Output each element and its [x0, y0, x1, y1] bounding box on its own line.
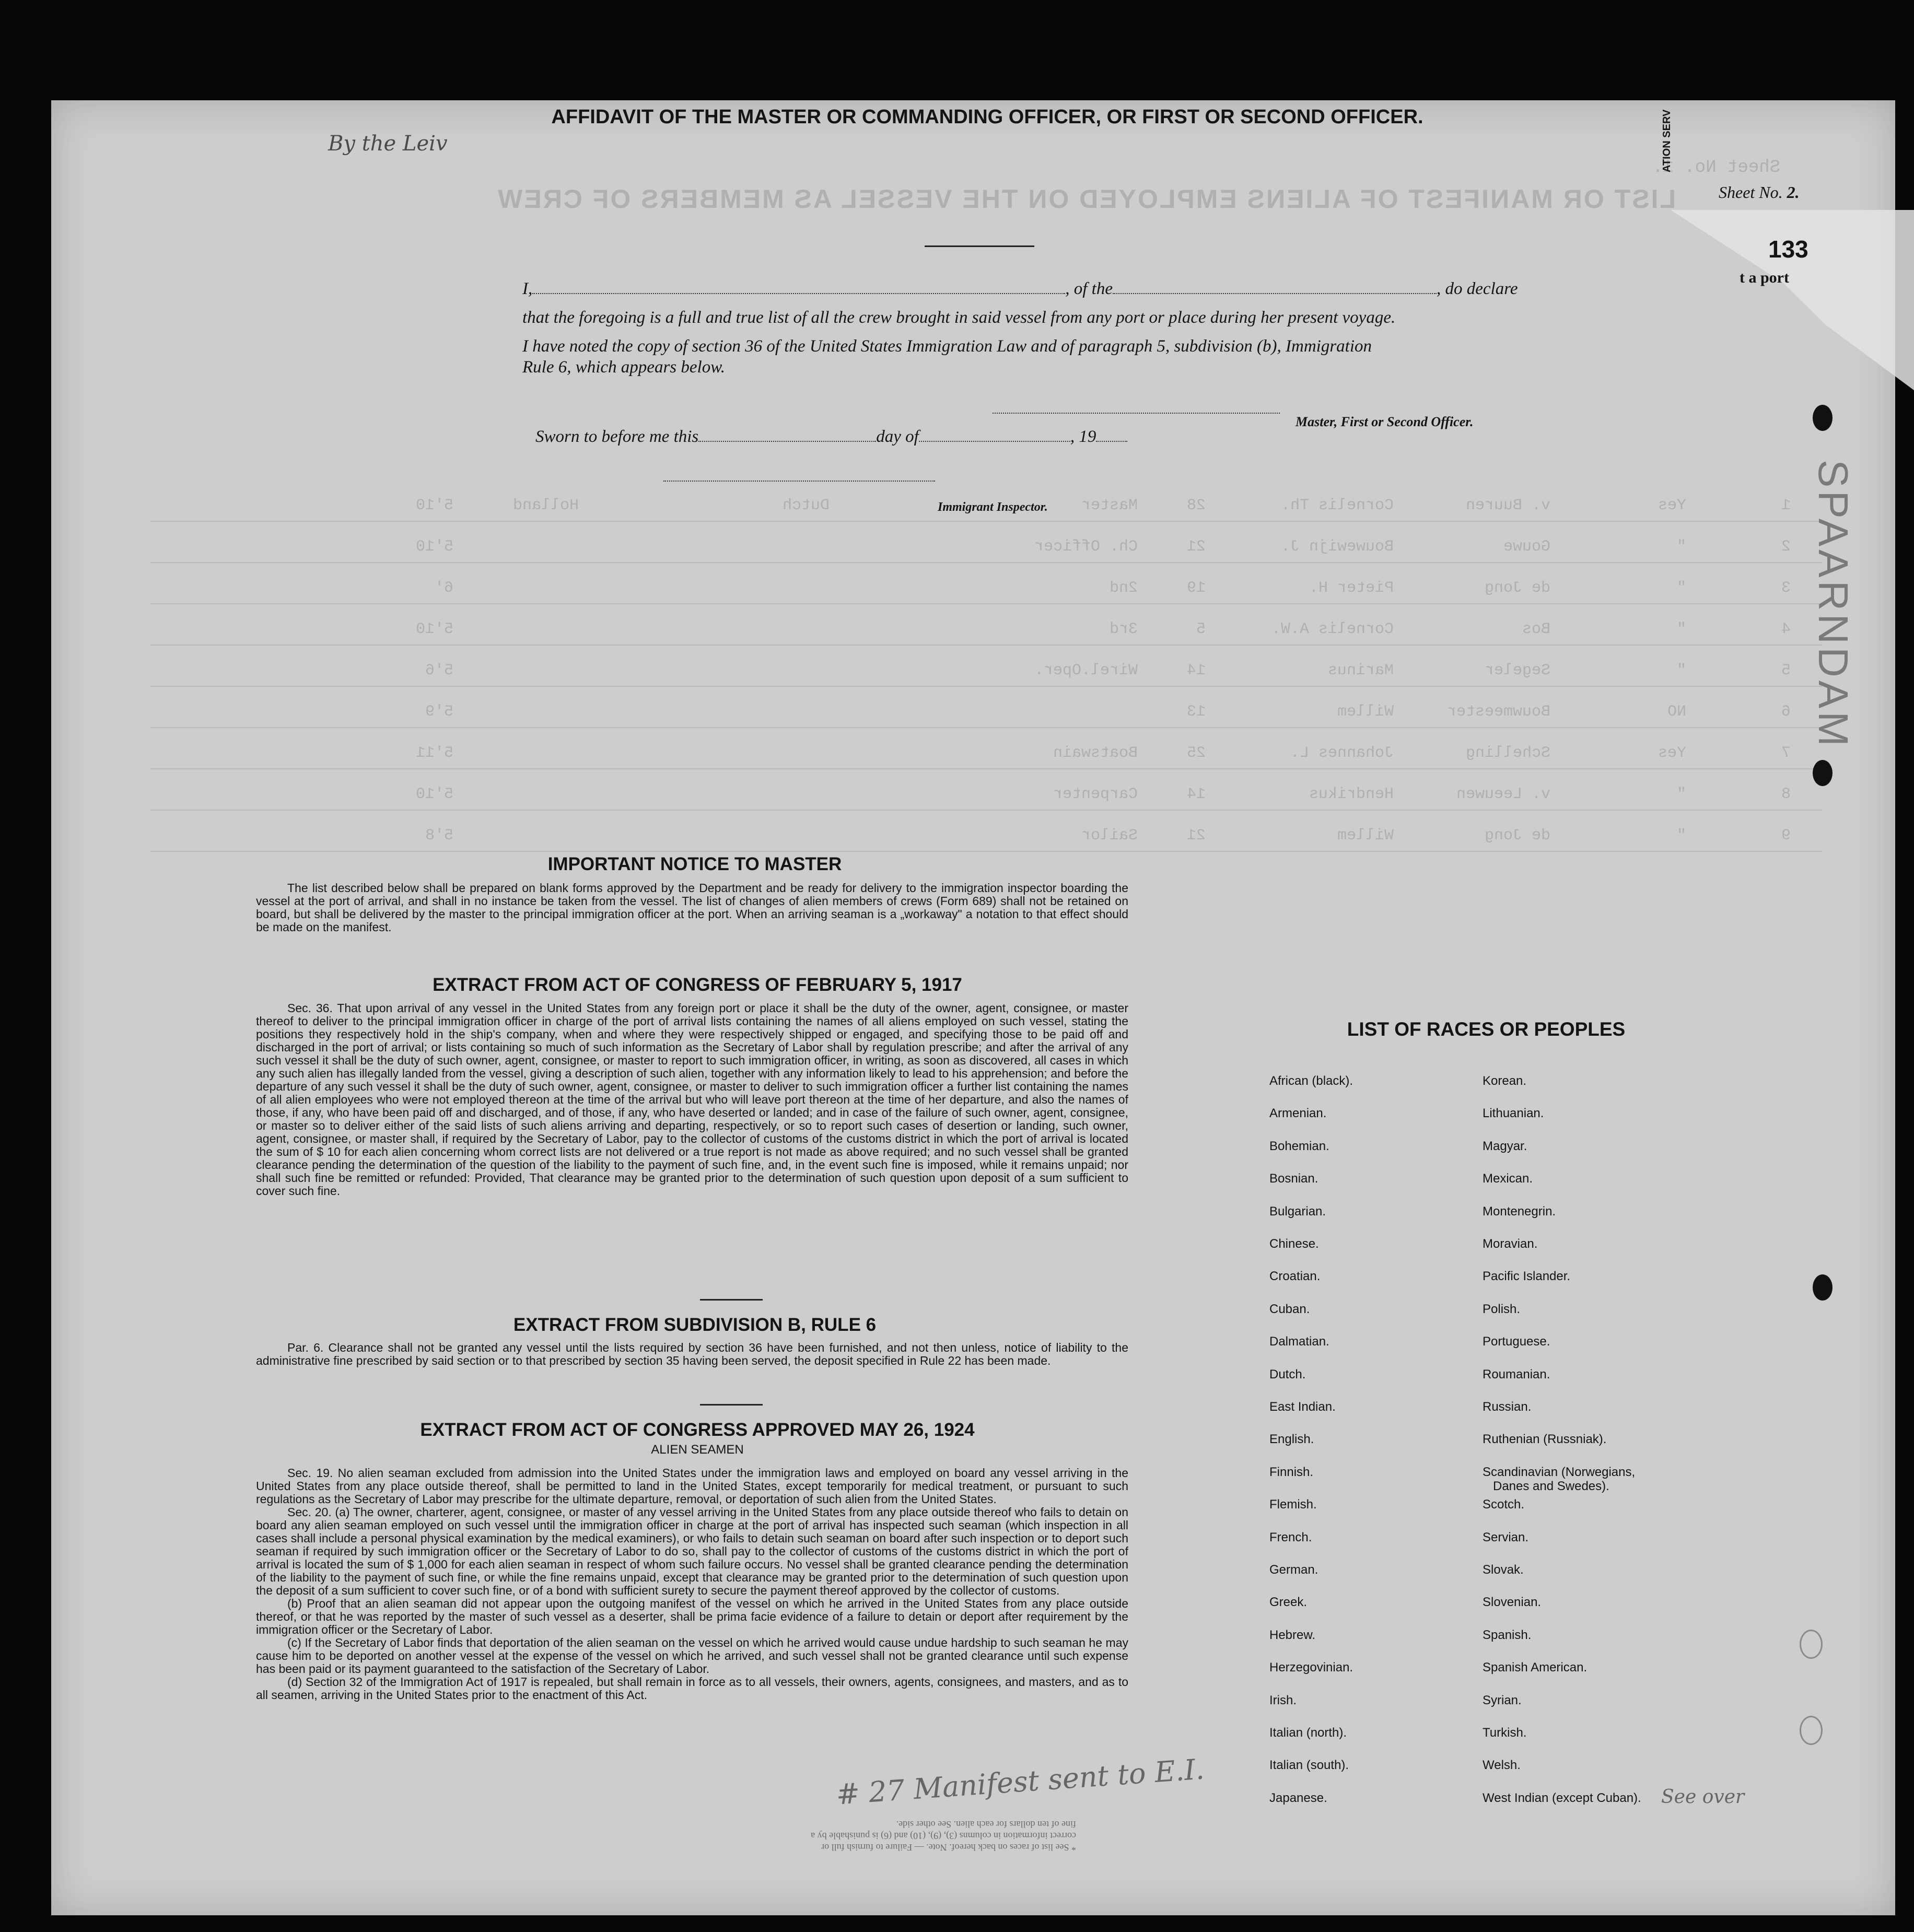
bleed-through-cell: "	[1676, 786, 1686, 803]
race-item: Russian.	[1483, 1400, 1532, 1414]
bleed-through-cell: de Jong	[1484, 827, 1550, 845]
bleed-through-cell: 5'11	[415, 744, 453, 762]
bleed-through-cell: 5'10	[415, 620, 453, 638]
binder-hole	[1800, 1716, 1823, 1745]
sworn-day-of: day of	[876, 427, 919, 446]
act-1924-text	[256, 1467, 1128, 1702]
sworn-year-blank[interactable]	[1096, 441, 1127, 442]
bleed-through-cell: 2	[1781, 538, 1791, 556]
sheet-value: 2.	[1787, 183, 1800, 202]
sworn-month-blank[interactable]	[919, 441, 1070, 442]
race-item: Italian (south).	[1269, 1758, 1349, 1773]
bleed-through-row	[150, 572, 1822, 604]
notice-paragraph: The list described below shall be prepared on blank forms approved by the Department and be ready for delivery to the immigration inspector boarding the vessel at the port of arrival, and shall in no instance be taken from the vessel. The list of changes of alien members of crews (Form 689) shall not be retained on board, but shall be delivered by the master to the principal immigration officer at the port. When an arriving seaman is a „workaway" a notation to that effect should be made on the manifest.	[256, 881, 1128, 934]
bleed-through-cell: 1	[1781, 497, 1791, 514]
inspection-stamp: ATION SERV	[1661, 109, 1673, 172]
race-item: Herzegovinian.	[1269, 1660, 1353, 1675]
bleed-through-cell: "	[1676, 662, 1686, 680]
title-rule	[925, 245, 1034, 247]
bleed-through-cell: 5'10	[415, 497, 453, 514]
bleed-through-cell: Sailor	[1081, 827, 1138, 845]
sworn-prefix: Sworn to before me this	[535, 427, 699, 446]
bleed-through-cell: Willem	[1337, 703, 1394, 721]
binder-hole	[1813, 405, 1833, 431]
bleed-through-cell: 5	[1196, 620, 1206, 638]
race-item: Lithuanian.	[1483, 1106, 1544, 1121]
race-item: Bosnian.	[1269, 1172, 1318, 1186]
affidavit-i: I,	[522, 279, 533, 298]
bleed-through-cell: Johannes L.	[1290, 744, 1394, 762]
act-1924-sec-19: Sec. 19. No alien seaman excluded from admission into the United States under the immigration laws and employed on board any vessel arriving in the United States from any place outside thereof, shall be permitted to land in the United States, except temporarily for medical treatment, or pursuant to such regulations as the Secretary of Labor may prescribe for the ultimate departure, removal, or deportation of such alien from the United States.	[256, 1466, 1128, 1506]
race-item: East Indian.	[1269, 1400, 1336, 1414]
port-label: t a port	[1740, 269, 1789, 286]
bleed-through-cell: "	[1676, 538, 1686, 556]
bleed-through-cell: 5	[1781, 662, 1791, 680]
race-item: Japanese.	[1269, 1790, 1327, 1805]
bleed-through-row	[150, 778, 1822, 811]
act-1917-paragraph: Sec. 36. That upon arrival of any vessel in the United States from any foreign port or place it shall be the duty of the owner, agent, consignee, or master thereof to deliver to the principal immigration officer in charge of the port of arrival lists containing the names of all aliens employed on such vessel, stating the positions they respectively hold in the ship's company, when and where they were respectively shipped or engaged, and specifying those to be paid off and discharged in the port of arrival; or lists containing so much of such information as the Secretary of Labor shall by regulation prescribe; and after the arrival of any such vessel it shall be the duty of such owner, agent, consignee, or master to report to such immigration officer, in writing, as soon as discovered, all cases in which any such alien has illegally landed from the vessel, giving a description of such alien, together with any information likely to lead to his apprehension; and before the departure of any such vessel it shall be the duty of such owner, agent, consignee, or master to deliver to such immigration officer a further list containing the names of all alien employees who were not employed thereon at the time of the arrival but who will leave port thereon at the time of her departure, and also the names of those, if any, who have been paid off and discharged, and of those, if any, who have deserted or landed; and in case of the failure of such owner, agent, consignee, or master so to deliver either of the said lists of such aliens arriving and departing, respectively, or so to report such cases of desertion or landing, such owner, agent, consignee, or master shall, if required by the Secretary of Labor, pay to the collector of customs of the customs district in which the port of arrival is located the sum of $ 10 for each alien concerning whom correct lists are not delivered or a true report is not made as above required; and no such vessel shall be granted clearance pending the determination of the question of the liability to the payment of such fine, and, in the event such fine is imposed, while it remains unpaid; nor shall such fine be remitted or refunded: Provided, That clearance may be granted prior to the determination of such question upon deposit of a sum sufficient to cover such fine.	[256, 1001, 1128, 1198]
race-item: Bohemian.	[1269, 1139, 1329, 1153]
bleed-through-cell: 14	[1186, 786, 1206, 803]
rule-6-rule	[700, 1404, 763, 1406]
sheet-label: Sheet No.	[1719, 183, 1783, 202]
race-item: African (black).	[1269, 1074, 1353, 1088]
bleed-through-cell: 13	[1186, 703, 1206, 721]
bleed-through-cell: Dutch	[782, 497, 830, 514]
race-item: Polish.	[1483, 1302, 1521, 1316]
bleed-through-cell: 5'10	[415, 786, 453, 803]
race-item: Croatian.	[1269, 1269, 1321, 1284]
race-item: English.	[1269, 1432, 1314, 1447]
bleed-through-cell: 7	[1781, 744, 1791, 762]
name-blank[interactable]	[532, 293, 1065, 294]
vessel-blank[interactable]	[1113, 293, 1437, 294]
bleed-through-cell: 3	[1781, 579, 1791, 597]
bleed-through-cell: 6	[1781, 703, 1791, 721]
bleed-through-cell: 5'9	[425, 703, 453, 721]
bleed-through-row	[150, 654, 1822, 687]
bleed-through-cell: Ch. Officer	[1034, 538, 1138, 556]
act-1924-sec-20a: Sec. 20. (a) The owner, charterer, agent, consignee, or master of any vessel arriving in the United States from any place outside thereof who fails to detain on board any alien seaman employed on such vessel until the immigration officer in charge at the port of arrival has inspected such seaman (which inspection in all cases shall include a personal physical examination by the medical examiners), or who fails to detain such seaman on board after such inspection or to deport such seaman if required by such immigration officer or the Secretary of Labor to do so, shall pay to the collector of customs of the customs district in which the port of arrival is located the sum of $ 1,000 for each alien seaman in respect of whom such failure occurs. No vessel shall be granted clearance pending the determination of the liability to the payment of such fine, or while the fine remains unpaid, except that clearance may be granted prior to the determination of such question upon the deposit of a sum sufficient to cover such fine, or of a bond with sufficient surety to secure the payment thereof approved by the collector of customs.	[256, 1505, 1128, 1597]
handwritten-note-top: By the Leiv	[328, 132, 448, 156]
signature-blank[interactable]	[993, 413, 1280, 414]
race-item: Korean.	[1483, 1074, 1527, 1088]
act-1924-sec-20d: (d) Section 32 of the Immigration Act of 1917 is repealed, but shall remain in force as to all vessels, their owners, agents, consignees, and masters, and as to all seamen, arriving in the United States prior to the enactment of this Act.	[256, 1675, 1128, 1702]
act-1924-subtitle: ALIEN SEAMEN	[651, 1443, 744, 1457]
mirrored-footnote: * See list of races on back hereof. Note. — Failure to furnish full or correct information in columns (3), (9), (10) and (6) is punishable by a fine of ten dollars for each alien. See other side.	[811, 1819, 1076, 1853]
race-item: Scandinavian (Norwegians,	[1483, 1465, 1636, 1479]
rule-6-text	[256, 1341, 1128, 1367]
race-item: Hebrew.	[1269, 1627, 1316, 1642]
bleed-through-cell: 2nd	[1109, 579, 1138, 597]
sworn-line	[535, 427, 1127, 447]
bleed-through-cell: Segeler	[1484, 662, 1550, 680]
race-item: French.	[1269, 1530, 1312, 1544]
bleed-through-cell: Wirel.Oper.	[1034, 662, 1138, 680]
bleed-through-cell: NO	[1667, 703, 1686, 721]
binder-hole	[1813, 1274, 1833, 1301]
race-item: Cuban.	[1269, 1302, 1310, 1316]
race-item: Pacific Islander.	[1483, 1269, 1571, 1284]
sworn-date-blank[interactable]	[698, 441, 876, 442]
race-item: Montenegrin.	[1483, 1204, 1556, 1219]
handwritten-note-bottom: # 27 Manifest sent to E.I.	[835, 1752, 1206, 1811]
bleed-through-cell: Carpenter	[1053, 786, 1138, 803]
handwritten-note-right: See over	[1661, 1786, 1745, 1808]
bleed-through-row	[150, 696, 1822, 728]
bleed-through-cell: Yes	[1658, 744, 1686, 762]
affidavit-of-the: , of the	[1065, 279, 1113, 298]
race-item: Flemish.	[1269, 1497, 1317, 1512]
affidavit-line-1	[522, 279, 1518, 299]
race-item: Slovak.	[1483, 1563, 1524, 1577]
bleed-through-cell: Pieter H.	[1309, 579, 1394, 597]
notice-title: IMPORTANT NOTICE TO MASTER	[547, 854, 842, 874]
race-item: Italian (north).	[1269, 1726, 1347, 1740]
race-item: German.	[1269, 1563, 1318, 1577]
bleed-through-cell: 8	[1781, 786, 1791, 803]
bleed-through-cell: Yes	[1658, 497, 1686, 514]
race-item: Spanish.	[1483, 1627, 1532, 1642]
bleed-through-cell: 14	[1186, 662, 1206, 680]
bleed-through-row	[150, 531, 1822, 563]
bleed-through-row	[150, 613, 1822, 646]
bleed-through-cell: "	[1676, 827, 1686, 845]
affidavit-declare: , do declare	[1436, 279, 1518, 298]
bleed-through-cell: Cornelis A.W.	[1271, 620, 1394, 638]
race-item: Irish.	[1269, 1693, 1297, 1707]
race-item: Danes and Swedes).	[1493, 1479, 1609, 1493]
bleed-through-cell: 6'	[434, 579, 453, 597]
race-item: Dalmatian.	[1269, 1334, 1329, 1349]
bleed-through-sheet-no: Sheet No. 1.	[1652, 158, 1780, 178]
race-item: Dutch.	[1269, 1367, 1306, 1381]
race-item: Turkish.	[1483, 1726, 1527, 1740]
bleed-through-cell: 4	[1781, 620, 1791, 638]
bleed-through-cell: de Jong	[1484, 579, 1550, 597]
act-1917-title: EXTRACT FROM ACT OF CONGRESS OF FEBRUARY 5, 1917	[433, 975, 962, 995]
races-title: LIST OF RACES OR PEOPLES	[1347, 1018, 1626, 1040]
race-item: Servian.	[1483, 1530, 1529, 1544]
race-item: Finnish.	[1269, 1465, 1314, 1479]
act-1917-text	[256, 1002, 1128, 1198]
act-1924-sec-20c: (c) If the Secretary of Labor finds that deportation of the alien seaman on the vessel on which he arrived would cause undue hardship to such seaman he may cause him to be deported on another vessel at the expense of the vessel on which he arrived, and such vessel shall not be granted clearance until such expense has been paid or its payment guaranteed to the satisfaction of the Secretary of Labor.	[256, 1636, 1128, 1676]
race-item: Portuguese.	[1483, 1334, 1550, 1349]
race-item: Roumanian.	[1483, 1367, 1550, 1381]
sheet-number	[1719, 183, 1800, 202]
bleed-through-title: LIST OR MANIFEST OF ALIENS EMPLOYED ON THE VESSEL AS MEMBERS OF CREW	[496, 184, 1676, 214]
affidavit-title: AFFIDAVIT OF THE MASTER OR COMMANDING OFFICER, OR FIRST OR SECOND OFFICER.	[551, 106, 1423, 128]
act-1917-rule	[700, 1299, 763, 1301]
bleed-through-cell: 21	[1186, 827, 1206, 845]
page-number: 133	[1768, 236, 1808, 263]
bleed-through-cell: 3rd	[1109, 620, 1138, 638]
bleed-through-cell: 5'6	[425, 662, 453, 680]
race-item: Welsh.	[1483, 1758, 1521, 1773]
bleed-through-cell: v. Leeuwen	[1456, 786, 1550, 803]
bleed-through-cell: 25	[1186, 744, 1206, 762]
signature-label: Master, First or Second Officer.	[1296, 414, 1474, 429]
race-item: Moravian.	[1483, 1237, 1538, 1251]
bleed-through-cell: 21	[1186, 538, 1206, 556]
act-1924-title: EXTRACT FROM ACT OF CONGRESS APPROVED MAY 26, 1924	[420, 1420, 975, 1440]
bleed-through-row	[150, 819, 1822, 852]
race-item: Slovenian.	[1483, 1595, 1542, 1610]
bleed-through-cell: "	[1676, 579, 1686, 597]
bleed-through-cell: 5'8	[425, 827, 453, 845]
binder-hole	[1813, 760, 1833, 786]
race-item: West Indian (except Cuban).	[1483, 1790, 1641, 1805]
act-1924-sec-20b: (b) Proof that an alien seaman did not appear upon the outgoing manifest of the vessel on which he arrived in the United States from any place outside thereof, or that he was reported by the master of such vessel as a deserter, shall be prima facie evidence of a failure to detain or deport after requirement by the immigration officer or the Secretary of Labor.	[256, 1597, 1128, 1636]
bleed-through-cell: Hendrikus	[1309, 786, 1394, 803]
inspector-blank[interactable]	[663, 481, 935, 482]
notice-text	[256, 882, 1128, 934]
race-item: Bulgarian.	[1269, 1204, 1326, 1219]
bleed-through-cell: Bouwmeester	[1446, 703, 1550, 721]
race-item: Spanish American.	[1483, 1660, 1588, 1675]
race-item: Ruthenian (Russniak).	[1483, 1432, 1607, 1447]
bleed-through-cell: Gouwe	[1503, 538, 1550, 556]
bleed-through-row	[150, 737, 1822, 769]
race-item: Magyar.	[1483, 1139, 1527, 1153]
bleed-through-cell: Master	[1081, 497, 1138, 514]
side-label: SPAARNDAM	[1810, 460, 1857, 750]
race-item: Syrian.	[1483, 1693, 1522, 1707]
bleed-through-cell: Boatswain	[1053, 744, 1138, 762]
bleed-through-cell: Cornelis Th.	[1280, 497, 1394, 514]
bleed-through-cell: 28	[1186, 497, 1206, 514]
race-item: Chinese.	[1269, 1237, 1319, 1251]
bleed-through-cell: 5'10	[415, 538, 453, 556]
rule-6-title: EXTRACT FROM SUBDIVISION B, RULE 6	[513, 1315, 877, 1335]
race-item: Greek.	[1269, 1595, 1308, 1610]
sworn-year: , 19	[1070, 427, 1096, 446]
bleed-through-cell: Schelling	[1465, 744, 1550, 762]
binder-hole	[1800, 1630, 1823, 1659]
affidavit-line-2: that the foregoing is a full and true list of all the crew brought in said vessel from any port or place during her present voyage.	[522, 308, 1396, 327]
bleed-through-cell: 19	[1186, 579, 1206, 597]
bleed-through-cell: Holland	[512, 497, 579, 514]
bleed-through-cell: Marinus	[1327, 662, 1394, 680]
bleed-through-cell: Bos	[1522, 620, 1550, 638]
bleed-through-cell: Bouwewijn J.	[1280, 538, 1394, 556]
race-item: Scotch.	[1483, 1497, 1525, 1512]
bleed-through-cell: "	[1676, 620, 1686, 638]
rule-6-paragraph: Par. 6. Clearance shall not be granted any vessel until the lists required by section 36 have been furnished, and not then unless, notice of liability to the administrative fine prescribed by said section or to that prescribed by section 35 having been served, the deposit specified in Rule 22 has been made.	[256, 1341, 1128, 1367]
race-item: Mexican.	[1483, 1172, 1533, 1186]
bleed-through-cell: v. Buuren	[1465, 497, 1550, 514]
bleed-through-cell: 9	[1781, 827, 1791, 845]
affidavit-line-4: Rule 6, which appears below.	[522, 358, 726, 377]
race-item: Armenian.	[1269, 1106, 1327, 1121]
inspector-label: Immigrant Inspector.	[938, 500, 1048, 514]
affidavit-line-3: I have noted the copy of section 36 of the United States Immigration Law and of paragraph 5, subdivision (b), Immigration	[522, 337, 1372, 356]
bleed-through-cell: Willem	[1337, 827, 1394, 845]
